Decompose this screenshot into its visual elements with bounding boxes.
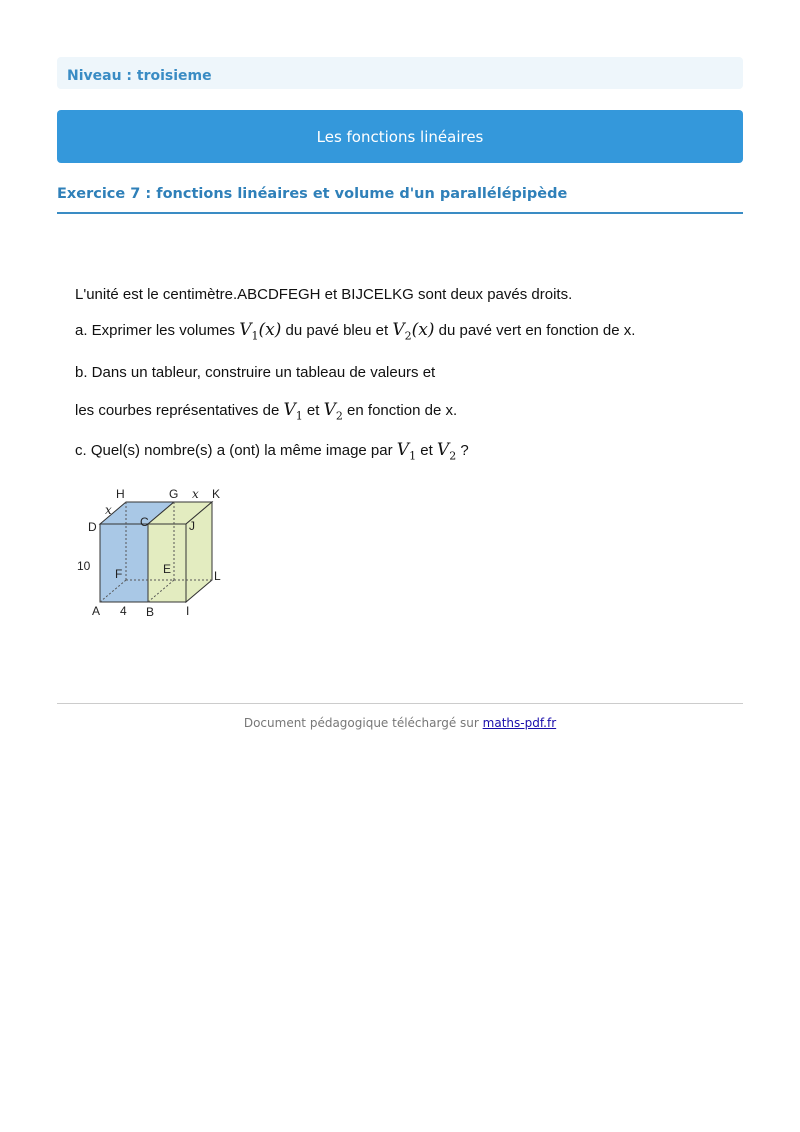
footer-text: Document pédagogique téléchargé sur — [243, 716, 479, 730]
statement-line-b2 — [75, 400, 457, 422]
question-b-text: les courbes représentatives de — [75, 402, 280, 419]
exercise-title: Exercice 7 : fonctions linéaires et volume d'un parallélépipède — [57, 186, 568, 202]
label-B: B — [146, 605, 155, 619]
label-4: 4 — [120, 604, 127, 618]
label-L: L — [214, 569, 221, 583]
question-a-text-mid: du pavé bleu et — [285, 322, 389, 339]
footer-divider — [57, 703, 743, 704]
question-c-et: et — [420, 442, 433, 459]
statement-line-c — [75, 440, 469, 462]
statement-line-b: b. Dans un tableur, construire un tableau de valeurs et — [75, 364, 436, 381]
math-v1x: $V_1(x)$ — [239, 320, 282, 343]
math-v2-c: $V_2$ — [436, 440, 457, 463]
label-A: A — [92, 604, 101, 618]
chapter-banner — [57, 110, 743, 163]
label-K: K — [212, 487, 221, 501]
label-E: E — [163, 562, 172, 576]
chapter-title: Les fonctions linéaires — [316, 127, 484, 146]
math-v2: $V_2$ — [323, 400, 343, 423]
question-a-text: a. Exprimer les volumes — [75, 322, 236, 339]
statement-line-a — [75, 320, 635, 342]
question-a-text-end: du pavé vert en fonction de x. — [438, 322, 636, 339]
label-I: I — [186, 604, 190, 618]
level-box — [57, 57, 743, 89]
parallelepiped-figure — [74, 484, 234, 624]
level-label: Niveau : troisieme — [67, 68, 212, 84]
footer — [0, 716, 800, 730]
blue-box-front — [100, 524, 148, 602]
question-c-text: c. Quel(s) nombre(s) a (ont) la même image par — [75, 442, 393, 459]
footer-link[interactable]: maths-pdf.fr — [482, 716, 557, 730]
label-G: G — [169, 487, 179, 501]
label-F: F — [115, 567, 123, 581]
exercise-title-underline — [57, 212, 743, 214]
label-J: J — [189, 519, 195, 533]
label-C: C — [140, 515, 149, 529]
label-H: H — [116, 487, 125, 501]
math-v2x: $V_2(x)$ — [392, 320, 435, 343]
label-10: 10 — [77, 559, 91, 573]
question-b-end: en fonction de x. — [347, 402, 458, 419]
statement-line-1: L'unité est le centimètre.ABCDFEGH et BIJCELKG sont deux pavés droits. — [75, 286, 573, 303]
label-D: D — [88, 520, 97, 534]
label-x-left: x — [105, 503, 112, 517]
math-v1: $V_1$ — [283, 400, 303, 423]
question-b-et: et — [306, 402, 320, 419]
question-c-end: ? — [460, 442, 469, 459]
math-v1-c: $V_1$ — [396, 440, 417, 463]
label-x-top: x — [192, 487, 199, 501]
